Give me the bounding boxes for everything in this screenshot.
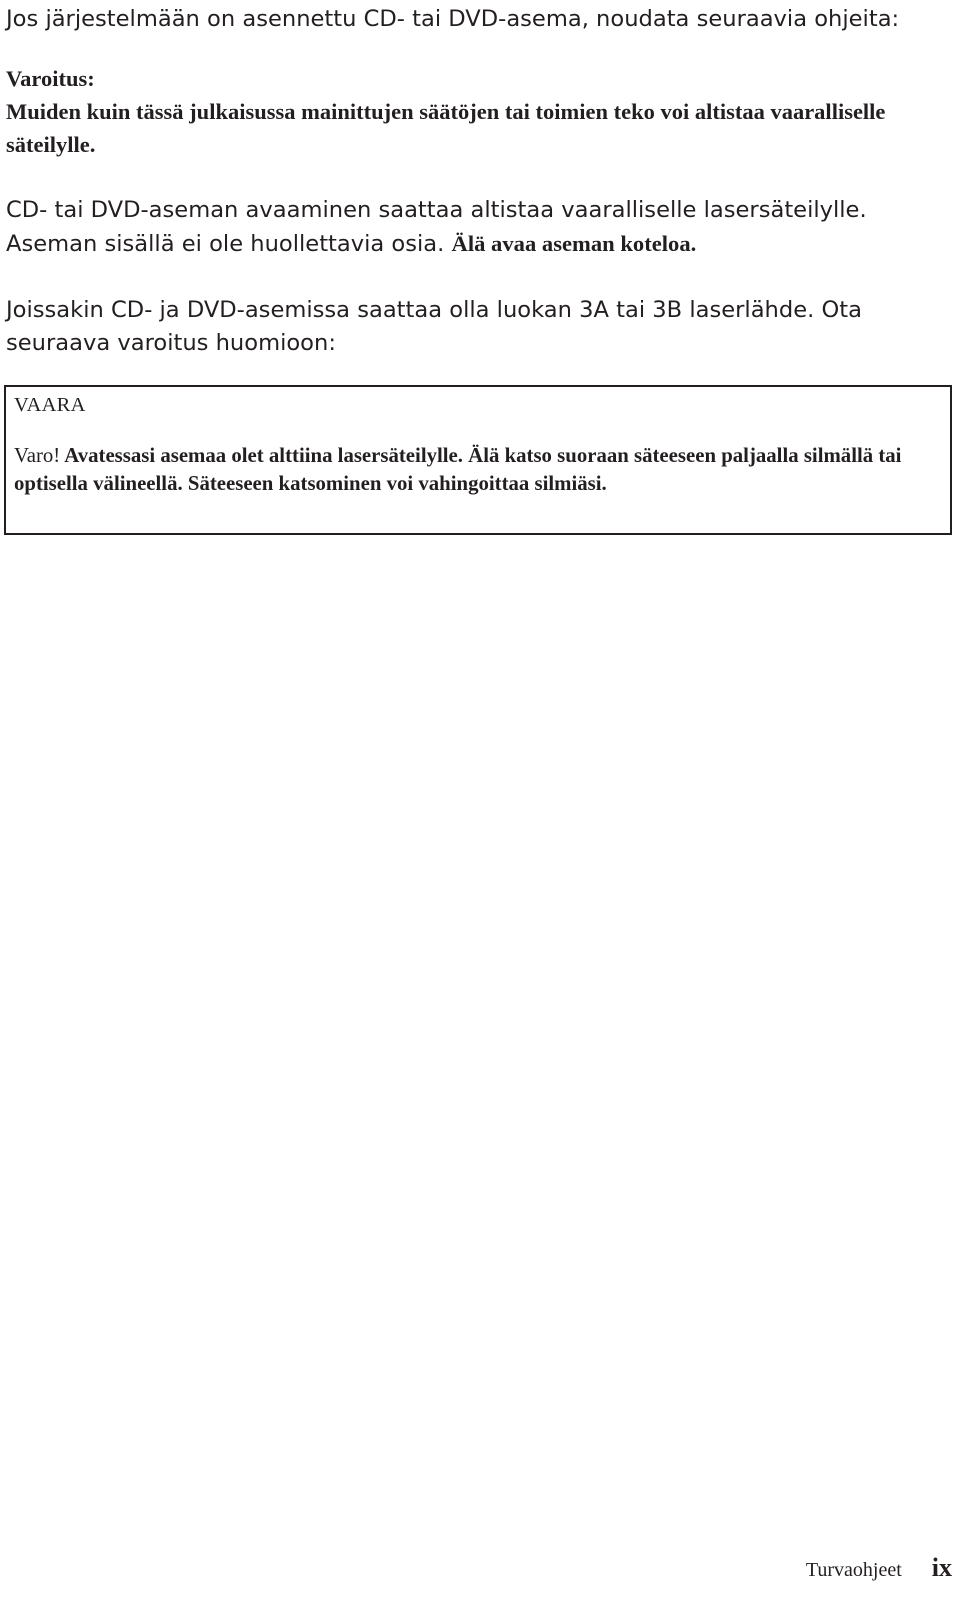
intro-text: Jos järjestelmään on asennettu CD- tai DVD-asema, noudata seuraavia ohjeita: bbox=[6, 6, 900, 32]
danger-body: Avatessasi asemaa olet alttiina lasersäteilylle. Älä katso suoraan säteeseen paljaalla silmällä tai optisella välineellä. Säteeseen katsominen voi vahingoittaa silmiäsi. bbox=[14, 444, 902, 495]
drive-opening-text: CD- tai DVD-aseman avaaminen saattaa altistaa vaaralliselle lasersäteilylle. Aseman sisällä ei ole huollettavia osia. bbox=[6, 197, 867, 257]
danger-title: VAARA bbox=[14, 394, 86, 416]
footer-section-title: Turvaohjeet bbox=[805, 1559, 902, 1581]
laser-class-paragraph: Joissakin CD- ja DVD-asemissa saattaa olla luokan 3A tai 3B laserlähde. Ota seuraava varoitus huomioon: bbox=[6, 297, 862, 356]
danger-text bbox=[14, 442, 944, 498]
danger-box bbox=[4, 385, 952, 535]
page-footer bbox=[806, 1553, 952, 1583]
drive-opening-paragraph bbox=[6, 194, 946, 261]
caution-notice bbox=[6, 62, 936, 161]
do-not-open-warning: Älä avaa aseman koteloa. bbox=[451, 231, 697, 256]
caution-label: Varoitus: bbox=[6, 66, 95, 91]
danger-lead: Varo! bbox=[14, 444, 61, 467]
page-number: ix bbox=[931, 1553, 952, 1582]
caution-text: Muiden kuin tässä julkaisussa mainittujen säätöjen tai toimien teko voi altistaa vaaralliselle säteilylle. bbox=[6, 99, 886, 157]
